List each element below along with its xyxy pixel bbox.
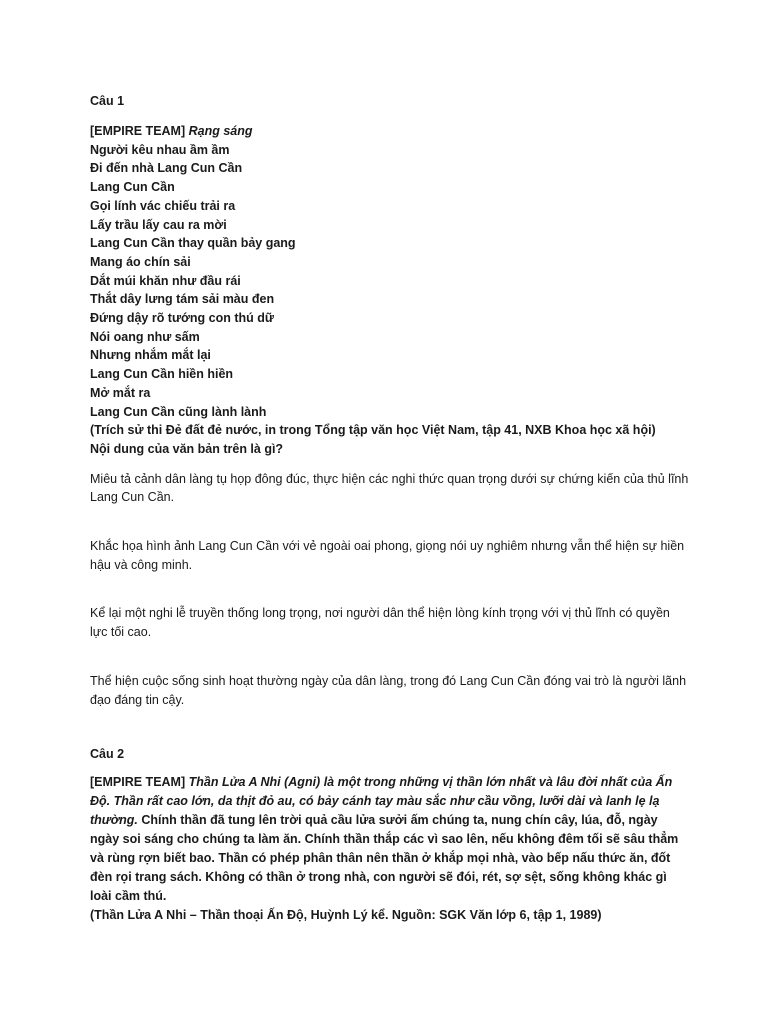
- poem-line: Nhưng nhắm mắt lại: [90, 348, 211, 363]
- question-2-passage: [90, 773, 690, 925]
- question-1-heading: Câu 1: [90, 94, 125, 108]
- answer-option[interactable]: Khắc họa hình ảnh Lang Cun Cần với vẻ ngoài oai phong, giọng nói uy nghiêm nhưng vẫn thể hiện sự hiền hậu và công minh.: [90, 539, 685, 572]
- poem-line: Thắt dây lưng tám sải màu đen: [90, 292, 275, 307]
- poem-line: Lang Cun Cần: [90, 180, 175, 195]
- team-tag: [EMPIRE TEAM]: [90, 775, 186, 790]
- poem-line: Mở mắt ra: [90, 385, 151, 400]
- poem-line: Đi đến nhà Lang Cun Cần: [90, 161, 243, 176]
- passage-italic-intro: Thần Lửa A Nhi (Agni) là một trong những vị thần lớn nhất và lâu đời nhất của Ấn Độ. Thần rất cao lớn, da thịt đỏ au, có bảy cánh tay màu sắc như cầu vồng, lưỡi dài và lanh lẹ lạ thường.: [90, 775, 673, 828]
- poem-line: Lang Cun Cần thay quần bảy gang: [90, 236, 296, 251]
- answer-options: [90, 470, 690, 710]
- poem-line: Lang Cun Cần cũng lành lành: [90, 404, 267, 419]
- poem-line: Dắt múi khăn như đầu rái: [90, 273, 241, 288]
- poem-line: Mang áo chín sải: [90, 254, 191, 269]
- poem-line: Lấy trầu lấy cau ra mời: [90, 217, 227, 232]
- poem-line: Gọi lính vác chiếu trải ra: [90, 198, 236, 213]
- poem-line: Nói oang như sấm: [90, 329, 200, 344]
- poem-line: Người kêu nhau ầm ầm: [90, 142, 230, 157]
- passage-source: (Thần Lửa A Nhi – Thần thoại Ấn Độ, Huỳnh Lý kể. Nguồn: SGK Văn lớp 6, tập 1, 1989): [90, 908, 602, 923]
- passage-title-line: [90, 122, 690, 141]
- question-prompt: Nội dung của văn bản trên là gì?: [90, 441, 284, 456]
- document-page: [90, 92, 690, 925]
- answer-option[interactable]: Kể lại một nghi lễ truyền thống long trọng, nơi người dân thể hiện lòng kính trọng với vị thủ lĩnh có quyền lực tối cao.: [90, 606, 670, 640]
- answer-option[interactable]: Thể hiện cuộc sống sinh hoạt thường ngày của dân làng, trong đó Lang Cun Cần đóng vai trò là người lãnh đạo đáng tin cậy.: [90, 673, 687, 707]
- poem-line: Lang Cun Cần hiền hiền: [90, 367, 234, 382]
- poem-title: Rạng sáng: [188, 124, 253, 138]
- team-tag: [EMPIRE TEAM]: [90, 124, 186, 138]
- poem-line: Đứng dậy rõ tướng con thú dữ: [90, 311, 274, 326]
- passage-body: Chính thần đã tung lên trời quả cầu lửa sưởi ấm chúng ta, nung chín cây, lúa, đỗ, ngày ngày soi sáng cho chúng ta làm ăn. Chính thần thắp các vì sao lên, nếu không đêm tối sẽ sâu thẳm và rùng rợn biết bao. Thần có phép phân thân nên thần ở khắp mọi nhà, vào bếp nấu thức ăn, đốt đèn rọi trang sách. Không có thần ở trong nhà, con người sẽ đói, rét, sợ sệt, sống không khác gì loài cầm thú.: [90, 813, 679, 904]
- passage-source: (Trích sử thi Đẻ đất đẻ nước, in trong Tổng tập văn học Việt Nam, tập 41, NXB Khoa học xã hội): [90, 423, 656, 438]
- answer-option[interactable]: Miêu tả cảnh dân làng tụ họp đông đúc, thực hiện các nghi thức quan trọng dưới sự chứng kiến của thủ lĩnh Lang Cun Cần.: [90, 471, 689, 505]
- question-1-passage: [90, 122, 690, 459]
- question-2-heading: Câu 2: [90, 747, 125, 762]
